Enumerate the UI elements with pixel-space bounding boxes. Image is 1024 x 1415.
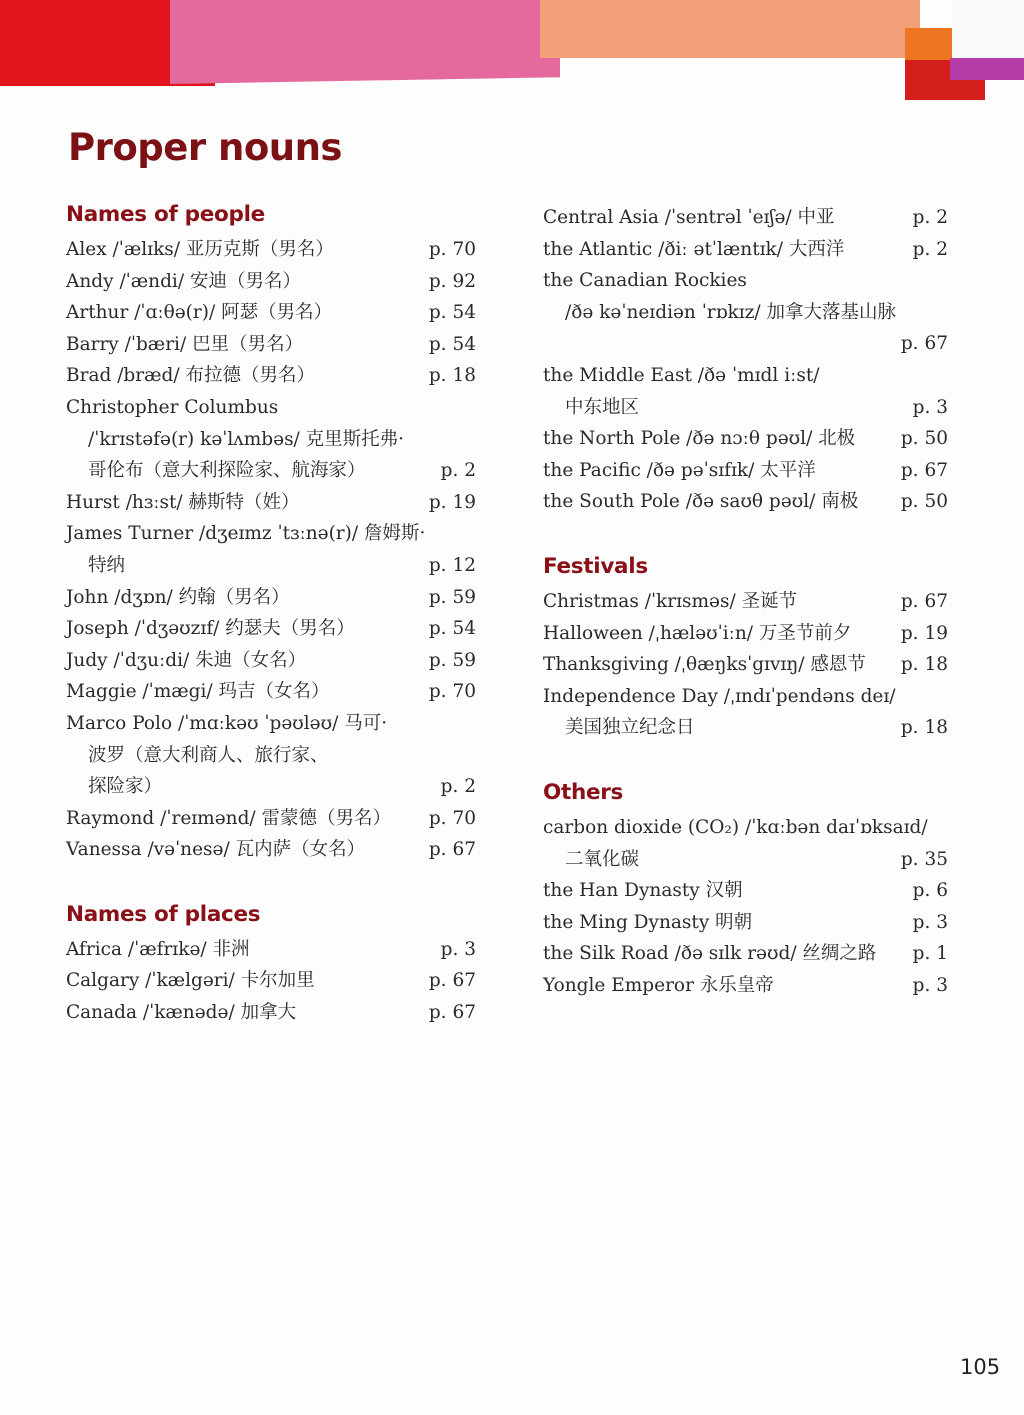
index-entry bbox=[66, 965, 476, 997]
entry-term-line bbox=[66, 676, 476, 708]
entry-text: Brad /bræd/ 布拉德（男名） bbox=[66, 365, 315, 387]
entry-page-ref: p. 3 bbox=[912, 974, 948, 996]
entry-text: the Atlantic /ðiː ətˈlæntɪk/ 大西洋 bbox=[543, 238, 845, 260]
index-entry bbox=[66, 934, 476, 966]
entry-text: carbon dioxide (CO₂) /ˈkɑːbən daɪˈɒksaɪd/ bbox=[543, 816, 928, 838]
entry-text: the Middle East /ðə ˈmɪdl iːst/ bbox=[543, 364, 820, 386]
entry-text: 波罗（意大利商人、旅行家、 bbox=[88, 744, 329, 766]
index-entry bbox=[543, 486, 948, 518]
entry-term-line bbox=[66, 582, 476, 614]
index-entry bbox=[543, 234, 948, 266]
entry-text: 特纳 bbox=[88, 554, 126, 576]
entry-continuation-line bbox=[543, 392, 948, 424]
entry-term-line bbox=[543, 586, 948, 618]
header-band-corner-purple bbox=[950, 58, 1024, 80]
entry-term-line bbox=[543, 455, 948, 487]
index-entry bbox=[543, 586, 948, 618]
entry-text: 二氧化碳 bbox=[565, 848, 640, 870]
entry-page-ref: p. 92 bbox=[428, 270, 476, 292]
entry-term-line bbox=[543, 265, 948, 297]
entry-page-ref: p. 2 bbox=[912, 207, 948, 228]
entry-term-line bbox=[66, 834, 476, 866]
entry-page-ref: p. 18 bbox=[900, 654, 948, 676]
entry-continuation-line bbox=[66, 424, 476, 456]
entry-continuation-line bbox=[543, 297, 948, 329]
index-entry bbox=[66, 803, 476, 835]
entry-term-line bbox=[543, 907, 948, 939]
entry-page-ref: p. 1 bbox=[912, 943, 948, 965]
entry-term-line bbox=[66, 645, 476, 677]
index-entry bbox=[66, 834, 476, 866]
entry-page-ref: p. 3 bbox=[912, 396, 948, 418]
index-entry bbox=[543, 455, 948, 487]
entry-page-ref: p. 54 bbox=[428, 302, 476, 324]
left-column bbox=[66, 196, 476, 1029]
entry-term-line bbox=[66, 487, 476, 519]
entry-page-ref: p. 50 bbox=[900, 428, 948, 450]
index-entry bbox=[66, 329, 476, 361]
index-entry bbox=[543, 360, 948, 423]
index-entry bbox=[66, 266, 476, 298]
entry-term-line bbox=[543, 234, 948, 266]
index-entry bbox=[66, 645, 476, 677]
entry-term-line bbox=[543, 618, 948, 650]
places-cont-list bbox=[543, 202, 948, 518]
entry-term-line bbox=[543, 812, 948, 844]
entry-term-line bbox=[66, 934, 476, 966]
entry-page-ref: p. 6 bbox=[912, 880, 948, 902]
entry-page-ref: p. 67 bbox=[428, 839, 476, 861]
entry-text: Joseph /ˈdʒəʊzɪf/ 约瑟夫（男名） bbox=[66, 618, 355, 640]
index-entry bbox=[66, 613, 476, 645]
entry-text: Marco Polo /ˈmɑːkəʊ ˈpəʊləʊ/ 马可· bbox=[66, 712, 388, 734]
header-band-corner-white bbox=[952, 0, 1024, 58]
entry-text: Independence Day /ˌɪndɪˈpendəns deɪ/ bbox=[543, 685, 896, 707]
entry-text: Thanksgiving /ˌθæŋksˈgɪvɪŋ/ 感恩节 bbox=[543, 654, 866, 676]
index-entry bbox=[543, 681, 948, 744]
index-entry bbox=[543, 938, 948, 970]
entry-term-line bbox=[66, 708, 476, 740]
section-heading-places: Names of places bbox=[66, 901, 261, 927]
entry-text: the South Pole /ðə saʊθ pəʊl/ 南极 bbox=[543, 491, 859, 513]
entry-page-ref: p. 59 bbox=[428, 586, 476, 608]
entry-term-line bbox=[66, 266, 476, 298]
entry-text: Alex /ˈælɪks/ 亚历克斯（男名） bbox=[66, 239, 334, 260]
header-band-pink bbox=[170, 0, 560, 84]
entry-continuation-line bbox=[66, 455, 476, 487]
index-entry bbox=[66, 708, 476, 803]
entry-text: Christopher Columbus bbox=[66, 396, 279, 418]
entry-term-line bbox=[543, 970, 948, 1002]
entry-term-line bbox=[543, 681, 948, 713]
entry-term-line bbox=[66, 297, 476, 329]
entry-term-line bbox=[543, 486, 948, 518]
entry-page-ref: p. 67 bbox=[900, 590, 948, 612]
index-entry bbox=[543, 265, 948, 360]
entry-text: the Silk Road /ðə sɪlk rəʊd/ 丝绸之路 bbox=[543, 943, 877, 965]
entry-term-line bbox=[66, 803, 476, 835]
entry-term-line bbox=[66, 965, 476, 997]
entry-text: Vanessa /vəˈnesə/ 瓦内萨（女名） bbox=[66, 839, 366, 861]
entry-page-ref: p. 19 bbox=[428, 491, 476, 513]
index-entry bbox=[66, 997, 476, 1029]
page-title: Proper nouns bbox=[68, 126, 342, 169]
entry-text: Maggie /ˈmægi/ 玛吉（女名） bbox=[66, 681, 330, 703]
festivals-list bbox=[543, 586, 948, 744]
index-entry bbox=[66, 392, 476, 487]
section-heading-festivals: Festivals bbox=[543, 553, 648, 579]
entry-page-ref: p. 2 bbox=[912, 238, 948, 260]
entry-page-ref: p. 3 bbox=[440, 938, 476, 960]
section-heading-people: Names of people bbox=[66, 202, 265, 227]
entry-text: Central Asia /ˈsentrəl ˈeɪʃə/ 中亚 bbox=[543, 207, 835, 228]
entry-page-ref: p. 2 bbox=[440, 460, 476, 482]
entry-text: the Ming Dynasty 明朝 bbox=[543, 911, 753, 933]
index-entry bbox=[66, 487, 476, 519]
entry-term-line bbox=[543, 875, 948, 907]
entry-text: Andy /ˈændi/ 安迪（男名） bbox=[66, 270, 301, 292]
entry-continuation-line bbox=[543, 844, 948, 876]
entry-continuation-line bbox=[543, 712, 948, 744]
entry-page-ref: p. 67 bbox=[428, 970, 476, 992]
entry-page-ref: p. 2 bbox=[440, 776, 476, 798]
entry-continuation-line bbox=[66, 740, 476, 772]
entry-page-ref: p. 70 bbox=[428, 239, 476, 260]
index-entry bbox=[543, 875, 948, 907]
entry-text: James Turner /dʒeɪmz ˈtɜːnə(r)/ 詹姆斯· bbox=[66, 523, 426, 545]
entry-term-line bbox=[66, 392, 476, 424]
entry-text: 探险家） bbox=[88, 776, 163, 798]
entry-text: /ˈkrɪstəfə(r) kəˈlʌmbəs/ 克里斯托弗· bbox=[88, 428, 405, 450]
entry-page-ref: p. 67 bbox=[900, 459, 948, 481]
entry-text: Halloween /ˌhæləʊˈiːn/ 万圣节前夕 bbox=[543, 622, 852, 644]
entry-text: Africa /ˈæfrɪkə/ 非洲 bbox=[66, 938, 250, 960]
entry-text: 哥伦布（意大利探险家、航海家） bbox=[88, 460, 366, 482]
index-entry bbox=[543, 202, 948, 234]
index-entry bbox=[66, 676, 476, 708]
entry-text: Arthur /ˈɑːθə(r)/ 阿瑟（男名） bbox=[66, 302, 333, 324]
entry-text: 美国独立纪念日 bbox=[565, 717, 695, 739]
entry-page-ref: p. 54 bbox=[428, 333, 476, 355]
index-entry bbox=[543, 423, 948, 455]
index-entry bbox=[543, 618, 948, 650]
index-entry bbox=[66, 518, 476, 581]
entry-page-ref: p. 3 bbox=[912, 911, 948, 933]
entry-term-line bbox=[66, 234, 476, 266]
entry-page-ref: p. 18 bbox=[900, 717, 948, 739]
page-number: 105 bbox=[960, 1355, 1001, 1379]
section-heading-others: Others bbox=[543, 779, 624, 805]
header-band-peach bbox=[540, 0, 920, 58]
people-list bbox=[66, 234, 476, 866]
entry-text: Christmas /ˈkrɪsməs/ 圣诞节 bbox=[543, 590, 798, 612]
index-entry bbox=[543, 812, 948, 875]
entry-term-line bbox=[66, 329, 476, 361]
entry-text: the Pacific /ðə pəˈsɪfɪk/ 太平洋 bbox=[543, 459, 816, 481]
entry-term-line bbox=[543, 649, 948, 681]
entry-term-line bbox=[66, 360, 476, 392]
entry-term-line bbox=[543, 360, 948, 392]
entry-page-ref: p. 19 bbox=[900, 622, 948, 644]
entry-page-ref: p. 50 bbox=[900, 491, 948, 513]
entry-text: Barry /ˈbæri/ 巴里（男名） bbox=[66, 333, 304, 355]
entry-text: Hurst /hɜːst/ 赫斯特（姓） bbox=[66, 491, 300, 513]
index-entry bbox=[66, 360, 476, 392]
entry-text: /ðə kəˈneɪdiən ˈrɒkɪz/ 加拿大落基山脉 bbox=[565, 301, 896, 323]
entry-page-ref: p. 67 bbox=[428, 1002, 476, 1024]
entry-page-ref: p. 70 bbox=[428, 681, 476, 703]
entry-term-line bbox=[66, 613, 476, 645]
index-entry bbox=[66, 234, 476, 266]
entry-text: Judy /ˈdʒuːdi/ 朱迪（女名） bbox=[66, 649, 307, 671]
index-entry bbox=[66, 297, 476, 329]
header-band-corner-orange bbox=[905, 28, 955, 60]
entry-page-ref: p. 67 bbox=[900, 333, 948, 355]
entry-text: Yongle Emperor 永乐皇帝 bbox=[543, 974, 774, 996]
entry-continuation-line bbox=[543, 328, 948, 360]
entry-page-ref: p. 35 bbox=[900, 848, 948, 870]
others-list bbox=[543, 812, 948, 1002]
index-entry bbox=[543, 907, 948, 939]
entry-text: the North Pole /ðə nɔːθ pəʊl/ 北极 bbox=[543, 428, 856, 450]
entry-text: 中东地区 bbox=[565, 396, 640, 418]
entry-continuation-line bbox=[66, 771, 476, 803]
index-entry bbox=[66, 582, 476, 614]
places-list bbox=[66, 934, 476, 1029]
entry-term-line bbox=[66, 997, 476, 1029]
entry-page-ref: p. 59 bbox=[428, 649, 476, 671]
right-column bbox=[543, 202, 948, 1001]
entry-page-ref: p. 12 bbox=[428, 554, 476, 576]
entry-text: John /dʒɒn/ 约翰（男名） bbox=[66, 586, 290, 608]
entry-term-line bbox=[543, 202, 948, 234]
index-entry bbox=[543, 970, 948, 1002]
entry-text: the Han Dynasty 汉朝 bbox=[543, 880, 743, 902]
entry-continuation-line bbox=[66, 550, 476, 582]
entry-text: Calgary /ˈkælgəri/ 卡尔加里 bbox=[66, 970, 315, 992]
entry-text: Canada /ˈkænədə/ 加拿大 bbox=[66, 1002, 297, 1024]
entry-term-line bbox=[543, 423, 948, 455]
entry-text: the Canadian Rockies bbox=[543, 270, 747, 292]
index-entry bbox=[543, 649, 948, 681]
entry-term-line bbox=[66, 518, 476, 550]
entry-page-ref: p. 54 bbox=[428, 618, 476, 640]
entry-page-ref: p. 18 bbox=[428, 365, 476, 387]
entry-text: Raymond /ˈreɪmənd/ 雷蒙德（男名） bbox=[66, 807, 392, 829]
entry-term-line bbox=[543, 938, 948, 970]
entry-page-ref: p. 70 bbox=[428, 807, 476, 829]
